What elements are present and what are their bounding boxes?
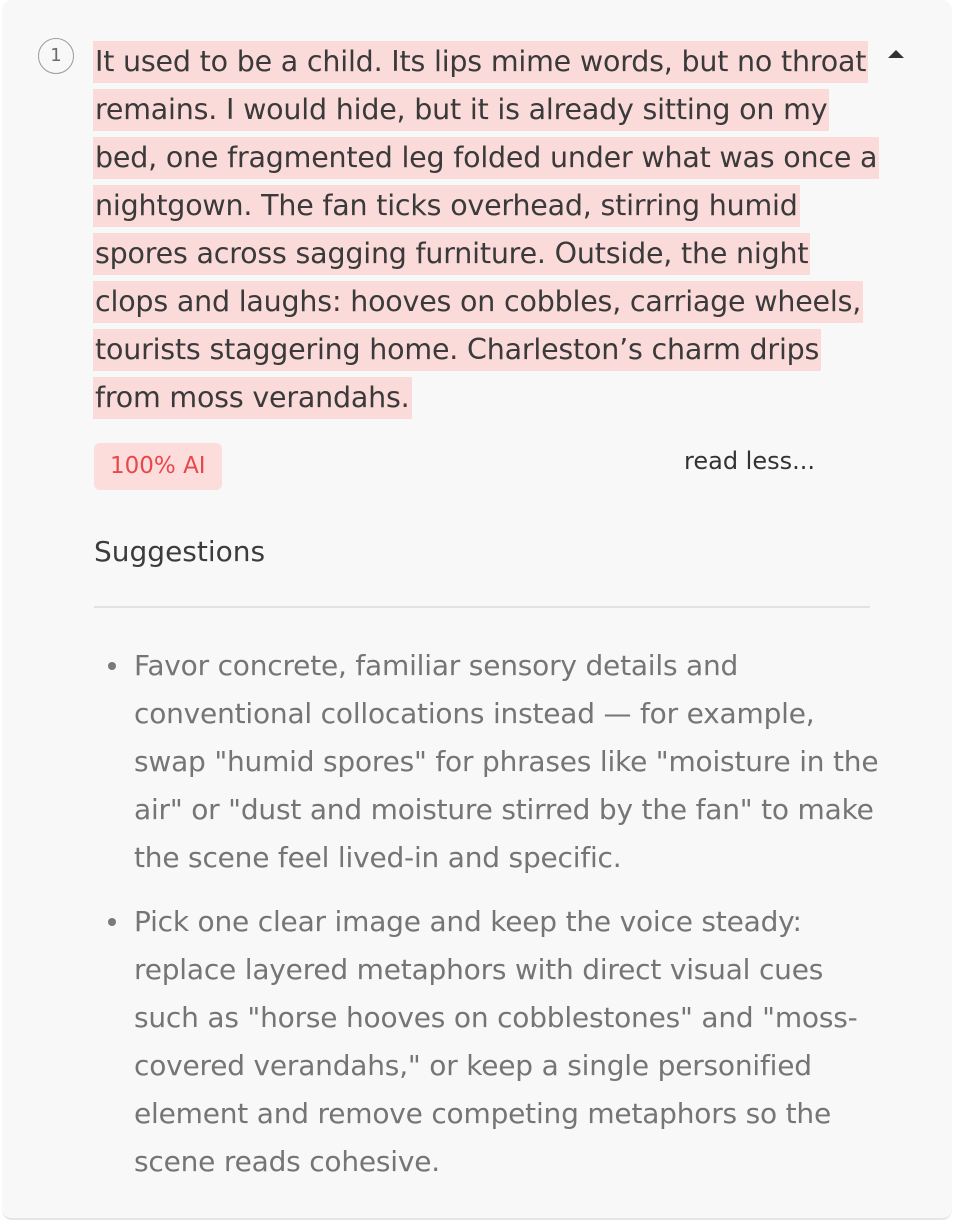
suggestions-heading: Suggestions xyxy=(94,535,266,568)
suggestion-item xyxy=(134,642,894,882)
analyzed-passage xyxy=(93,38,883,422)
bullet-icon xyxy=(108,662,116,670)
caret-up-icon[interactable] xyxy=(888,50,904,58)
ai-score-badge: 100% AI xyxy=(94,443,222,490)
suggestion-text: Pick one clear image and keep the voice steady: replace layered metaphors with direct visual cues such as "horse hooves on cobblestones" and "moss-covered verandahs," or keep a single personified element and remove competing metaphors so the scene reads cohesive. xyxy=(134,905,858,1178)
divider xyxy=(94,606,870,608)
suggestion-text: Favor concrete, familiar sensory details and conventional collocations instead — for example, swap "humid spores" for phrases like "moisture in the air" or "dust and moisture stirred by the fan" to make the scene feel lived-in and specific. xyxy=(134,649,879,874)
suggestion-item xyxy=(134,898,894,1186)
read-less-link[interactable]: read less... xyxy=(684,447,816,475)
suggestions-list xyxy=(134,642,894,1202)
bullet-icon xyxy=(108,918,116,926)
analysis-card xyxy=(2,0,952,1220)
item-index-badge: 1 xyxy=(38,38,74,74)
passage-highlighted-text: It used to be a child. Its lips mime words, but no throat remains. I would hide, but it is already sitting on my bed, one fragmented leg folded under what was once a nightgown. The fan ticks overhead, stirring humid spores across sagging furniture. Outside, the night clops and laughs: hooves on cobbles, carriage wheels, tourists staggering home. Charleston’s charm drips from moss verandahs. xyxy=(93,41,879,419)
